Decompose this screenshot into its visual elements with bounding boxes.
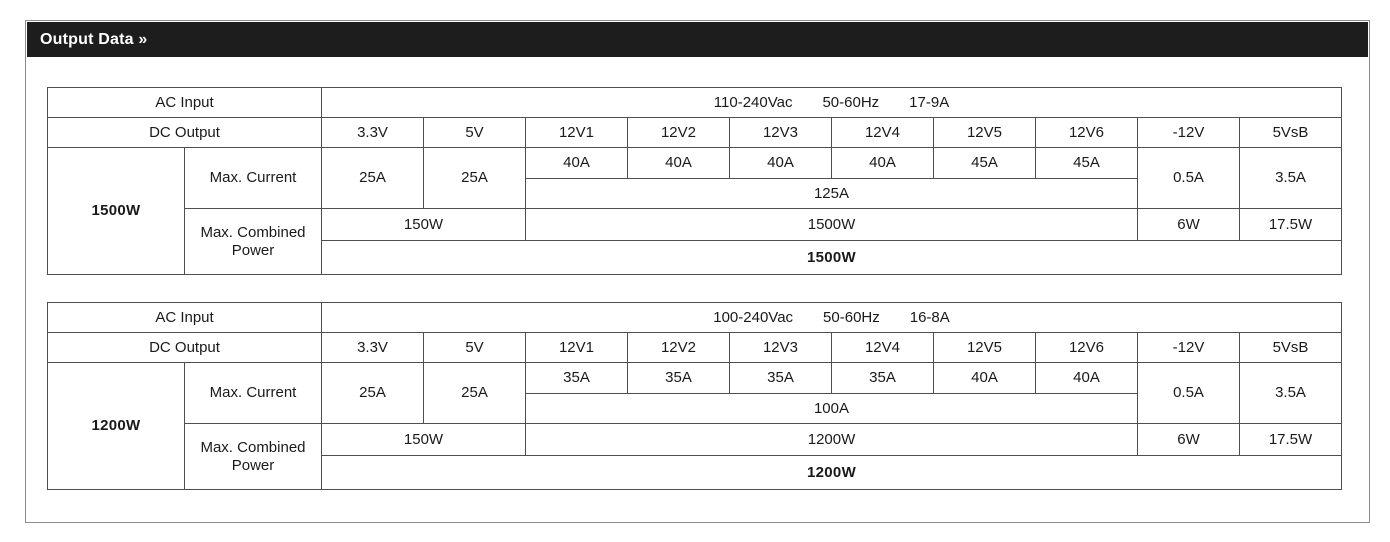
max-current-value: 40A	[832, 148, 934, 179]
combined-power-5vsb: 17.5W	[1240, 424, 1342, 456]
max-current-label: Max. Current	[185, 148, 322, 209]
max-current-value: 45A	[934, 148, 1036, 179]
max-combined-power-label: Max. Combined Power	[185, 209, 322, 275]
combined-power-12v: 1200W	[526, 424, 1138, 456]
max-combined-power-row	[48, 209, 1342, 241]
combined-power-neg12v: 6W	[1138, 424, 1240, 456]
max-current-value: 40A	[730, 148, 832, 179]
ac-input-row	[48, 303, 1342, 333]
combined-power-5vsb: 17.5W	[1240, 209, 1342, 241]
max-combined-power-label: Max. Combined Power	[185, 424, 322, 490]
combined-power-12v: 1500W	[526, 209, 1138, 241]
total-power: 1500W	[322, 241, 1342, 275]
rail-header: 12V5	[934, 118, 1036, 148]
model-label: 1500W	[48, 148, 185, 275]
max-current-value: 45A	[1036, 148, 1138, 179]
output-table-1500w	[47, 87, 1342, 275]
max-current-value: 40A	[628, 148, 730, 179]
rail-header: 5V	[424, 118, 526, 148]
datasheet-panel	[25, 20, 1370, 523]
ac-input-label: AC Input	[48, 88, 322, 118]
model-label: 1200W	[48, 363, 185, 490]
max-current-value: 35A	[832, 363, 934, 394]
max-current-value: 3.5A	[1240, 363, 1342, 424]
section-title: Output Data »	[40, 30, 148, 48]
dc-output-row	[48, 333, 1342, 363]
rail-header: 12V2	[628, 333, 730, 363]
max-current-value: 25A	[322, 363, 424, 424]
ac-amperage: 17-9A	[909, 93, 950, 111]
rail-header: 12V1	[526, 333, 628, 363]
max-current-value: 25A	[424, 148, 526, 209]
max-current-row	[48, 363, 1342, 394]
rail-header: 12V2	[628, 118, 730, 148]
section-header-bar	[27, 22, 1368, 57]
rail-header: 12V3	[730, 118, 832, 148]
max-current-value: 25A	[322, 148, 424, 209]
rail-header: 3.3V	[322, 118, 424, 148]
max-current-value: 40A	[934, 363, 1036, 394]
max-current-value: 3.5A	[1240, 148, 1342, 209]
dc-output-label: DC Output	[48, 118, 322, 148]
combined-power-33-5v: 150W	[322, 209, 526, 241]
max-current-value: 35A	[526, 363, 628, 394]
combined-12v-current: 100A	[526, 394, 1138, 424]
max-current-value: 35A	[628, 363, 730, 394]
combined-power-neg12v: 6W	[1138, 209, 1240, 241]
ac-frequency: 50-60Hz	[822, 93, 880, 111]
ac-input-value	[322, 88, 1342, 118]
ac-frequency: 50-60Hz	[823, 308, 880, 326]
rail-header: 12V5	[934, 333, 1036, 363]
ac-input-row	[48, 88, 1342, 118]
combined-power-33-5v: 150W	[322, 424, 526, 456]
max-current-value: 40A	[1036, 363, 1138, 394]
rail-header: 12V4	[832, 118, 934, 148]
rail-header: 3.3V	[322, 333, 424, 363]
max-current-value: 0.5A	[1138, 363, 1240, 424]
max-current-value: 40A	[526, 148, 628, 179]
total-power: 1200W	[322, 456, 1342, 490]
max-current-label: Max. Current	[185, 363, 322, 424]
output-table-1200w	[47, 302, 1342, 490]
combined-12v-current: 125A	[526, 179, 1138, 209]
rail-header: 12V6	[1036, 333, 1138, 363]
max-current-value: 25A	[424, 363, 526, 424]
max-current-value: 0.5A	[1138, 148, 1240, 209]
ac-voltage: 110-240Vac	[713, 93, 793, 111]
max-current-row	[48, 148, 1342, 179]
ac-input-label: AC Input	[48, 303, 322, 333]
rail-header: -12V	[1138, 118, 1240, 148]
max-combined-power-row	[48, 424, 1342, 456]
rail-header: 12V6	[1036, 118, 1138, 148]
rail-header: 12V1	[526, 118, 628, 148]
rail-header: 5VsB	[1240, 118, 1342, 148]
ac-input-value	[322, 303, 1342, 333]
dc-output-row	[48, 118, 1342, 148]
dc-output-label: DC Output	[48, 333, 322, 363]
rail-header: 12V3	[730, 333, 832, 363]
rail-header: 5VsB	[1240, 333, 1342, 363]
rail-header: 12V4	[832, 333, 934, 363]
rail-header: 5V	[424, 333, 526, 363]
max-current-value: 35A	[730, 363, 832, 394]
rail-header: -12V	[1138, 333, 1240, 363]
ac-amperage: 16-8A	[909, 308, 950, 326]
ac-voltage: 100-240Vac	[713, 308, 794, 326]
